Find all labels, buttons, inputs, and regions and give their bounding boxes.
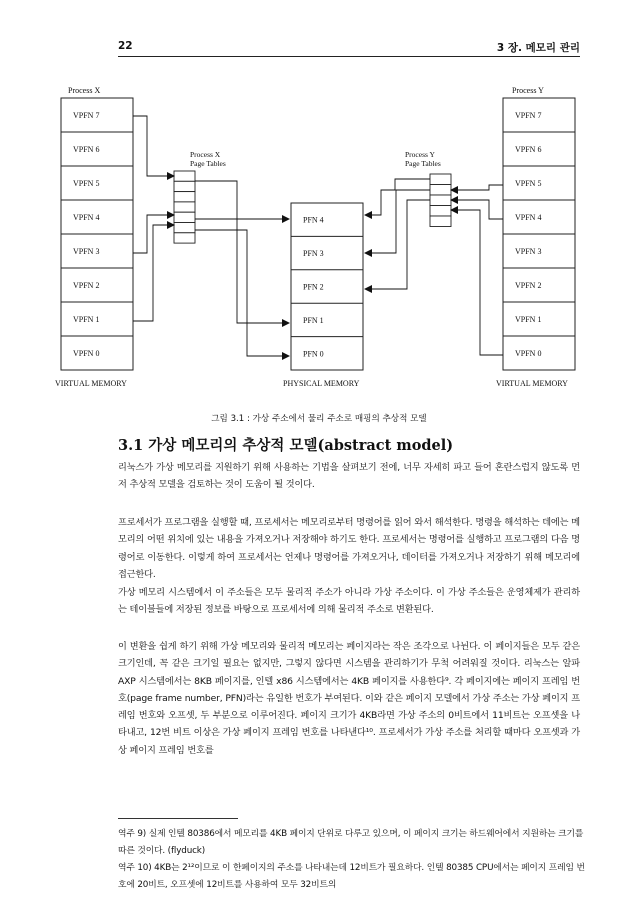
y-page-table-entry — [430, 174, 451, 185]
memory-mapping-figure — [0, 0, 638, 410]
process-x-vpfn-cell-label: VPFN 5 — [73, 179, 100, 188]
section-title: 3.1 가상 메모리의 추상적 모델(abstract model) — [118, 437, 454, 454]
process-y-vpfn-cell-label: VPFN 4 — [515, 213, 542, 222]
process-y-vpfn-cell-label: VPFN 1 — [515, 315, 542, 324]
arrow-xpt-pfn0 — [195, 230, 289, 356]
arrow-y-vpfn4 — [451, 200, 503, 219]
arrow-x-vpfn3 — [133, 215, 174, 253]
arrow-x-vpfn1 — [133, 225, 174, 321]
y-page-table-entry — [430, 195, 451, 206]
process-x-label: Process X — [68, 86, 101, 95]
arrow-ypt-pfn2 — [365, 200, 430, 289]
y-page-table-label-2: Page Tables — [405, 159, 441, 168]
footnote-rule — [118, 818, 238, 819]
process-x-vpfn-cell-label: VPFN 4 — [73, 213, 100, 222]
process-x-vpfn-cell-label: VPFN 1 — [73, 315, 100, 324]
arrow-y-vpfn0 — [451, 210, 503, 355]
figure-caption: 그림 3.1 : 가상 주소에서 물리 주소로 매핑의 추상적 모델 — [211, 414, 427, 424]
arrow-ypt-pfn4 — [365, 179, 430, 215]
x-page-table-entry — [174, 233, 195, 243]
paragraph-2: 프로세서가 프로그램을 실행할 때, 프로세서는 메모리로부터 명령어를 읽어 와서 해석한다. 명령을 해석하는 데에는 메모리의 어떤 위치에 있는 내용을 가져오거나 저장해야 하기도 한다. 프로세서는 명령어를 실행하고 프로그램의 다음 명령어로 이동한다. 이렇게 하여 프로세서는 언제나 명령어를 가져오거나, 데이터를 가져오거나 저장하기 위해 메모리에 접근한다. — [118, 517, 580, 580]
arrow-y-vpfn5 — [451, 185, 503, 190]
pfn-cell-label: PFN 2 — [303, 282, 324, 292]
x-page-table-entry — [174, 181, 195, 191]
virtual-memory-right-label: VIRTUAL MEMORY — [496, 379, 568, 388]
process-x-vpfn-cell-label: VPFN 0 — [73, 349, 100, 358]
footnote-9: 역주 9) 실제 인텔 80386에서 메모리를 4KB 페이지 단위로 다루고 있으며, 이 페이지 크기는 하드웨어에서 지원하는 크기를 따른 것이다. (flyduck) — [118, 829, 584, 856]
physical-memory — [291, 203, 363, 370]
process-x-vpfn-cell-label: VPFN 6 — [73, 145, 100, 154]
process-y-vpfn-cell-label: VPFN 3 — [515, 247, 542, 256]
process-y-label: Process Y — [512, 86, 544, 95]
process-x-vpfn-cell-label: VPFN 2 — [73, 281, 100, 290]
page-number: 22 — [118, 40, 133, 52]
x-page-table-entry — [174, 192, 195, 202]
y-page-table-entry — [430, 206, 451, 217]
x-page-table-entry — [174, 223, 195, 233]
x-page-table-label-2: Page Tables — [190, 159, 226, 168]
arrow-ypt-pfn3 — [365, 190, 430, 253]
pfn-cell-label: PFN 4 — [303, 215, 324, 225]
pfn-cell-label: PFN 3 — [303, 249, 324, 259]
footnote-10: 역주 10) 4KB는 2¹²이므로 이 한페이지의 주소를 나타내는데 12비트가 필요하다. 인텔 80385 CPU에서는 페이지 프레임 번호에 20비트, 오프셋에 12비트를 사용하여 모두 32비트의 — [118, 863, 585, 890]
y-page-table-entry — [430, 185, 451, 196]
x-page-table-entry — [174, 202, 195, 212]
arrow-x-vpfn7 — [133, 116, 174, 176]
process-y-vpfn-cell-label: VPFN 6 — [515, 145, 542, 154]
x-page-table-entry — [174, 212, 195, 222]
paragraph-1: 리눅스가 가상 메모리를 지원하기 위해 사용하는 기법을 살펴보기 전에, 너무 자세히 파고 들어 혼란스럽지 않도록 먼저 추상적 모델을 검토하는 것이 도움이 될 것이다. — [118, 462, 580, 491]
process-y-vpfn-cell-label: VPFN 0 — [515, 349, 542, 358]
process-y-vpfn-cell-label: VPFN 5 — [515, 179, 542, 188]
pfn-cell-label: PFN 0 — [303, 349, 324, 359]
process-x-vpfn-cell-label: VPFN 7 — [73, 111, 100, 120]
process-y-vpfn-cell-label: VPFN 2 — [515, 281, 542, 290]
x-page-table-label-1: Process X — [190, 150, 221, 159]
y-page-table-label-1: Process Y — [405, 150, 435, 159]
process-y-vpfn-cell-label: VPFN 7 — [515, 111, 542, 120]
process-x-vpfn-cell-label: VPFN 3 — [73, 247, 100, 256]
chapter-title: 3 장. 메모리 관리 — [496, 42, 580, 54]
pfn-cell-label: PFN 1 — [303, 315, 324, 325]
arrow-xpt-pfn1 — [195, 181, 289, 323]
paragraph-3: 가상 메모리 시스템에서 이 주소들은 모두 물리적 주소가 아니라 가상 주소이다. 이 가상 주소들은 운영체제가 관리하는 테이블들에 저장된 정보를 바탕으로 프로세서에 의해 물리적 주소로 변환된다. — [118, 587, 580, 616]
y-page-table-entry — [430, 216, 451, 227]
x-page-table-entry — [174, 171, 195, 181]
paragraph-4: 이 변환을 쉽게 하기 위해 가상 메모리와 물리적 메모리는 페이지라는 작은 조각으로 나뉜다. 이 페이지들은 모두 같은 크기인데, 꼭 같은 크기일 필요는 없지만, 그렇지 않다면 시스템을 관리하기가 무척 어려워질 것이다. 리눅스는 알파 AXP 시스템에서는 8KB 페이지를, 인텔 x86 시스템에서는 4KB 페이지를 사용한다⁹. 각 페이지에는 페이지 프레임 번호(page frame number, PFN)라는 유일한 번호가 부여된다. 이와 같은 페이지 모델에서 가상 주소는 가상 페이지 프레임 번호와 오프셋, 두 부분으로 이루어진다. 페이지 크기가 4KB라면 가상 주소의 0비트에서 11비트는 오프셋을 나타내고, 12번 비트 이상은 가상 페이지 프레임 번호를 나타낸다¹⁰. 프로세서가 가상 주소를 처리할 때마다 오프셋과 가상 페이지 프레임 번호를 — [118, 641, 580, 756]
physical-memory-label: PHYSICAL MEMORY — [283, 379, 360, 388]
virtual-memory-left-label: VIRTUAL MEMORY — [55, 379, 127, 388]
